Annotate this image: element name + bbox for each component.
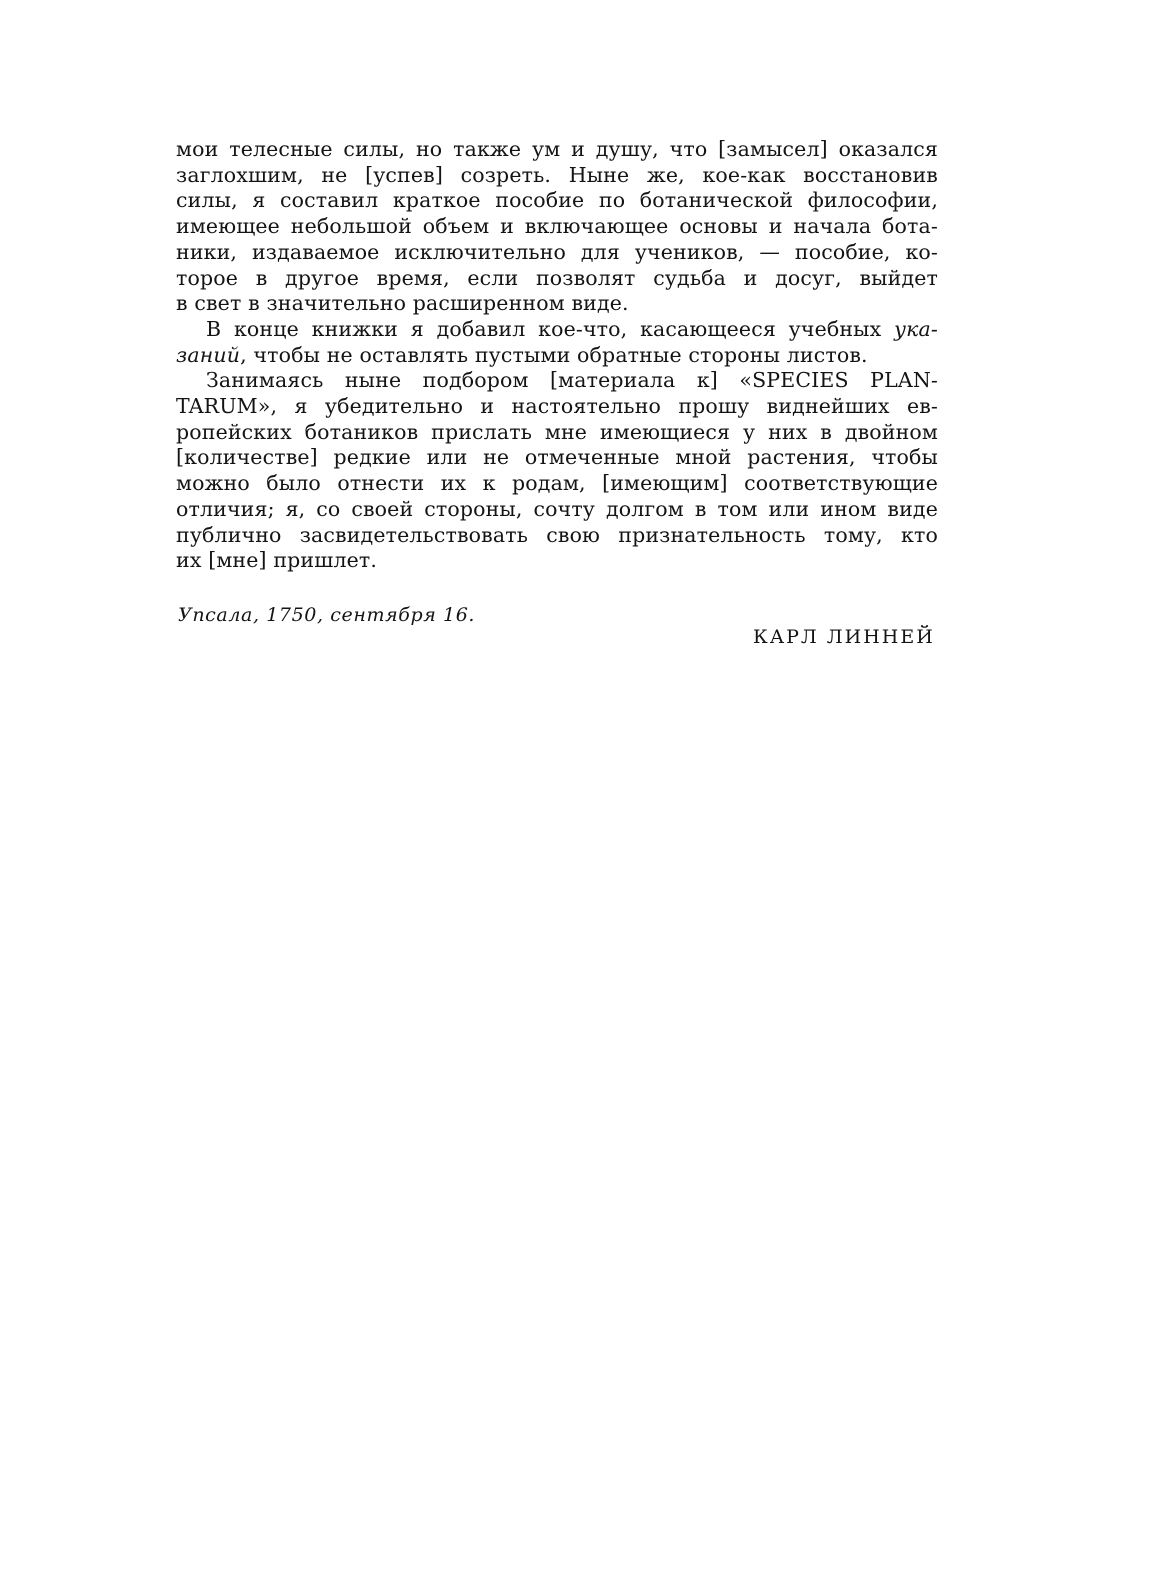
paragraph-1 xyxy=(176,137,938,317)
paragraph-2 xyxy=(176,317,938,368)
text-line: их [мне] пришлет. xyxy=(176,548,378,573)
text-line: мои телесные силы, но также ум и душу, что [замысел] оказался xyxy=(176,137,938,161)
text-line: ропейских ботаников прислать мне имеющиеся у них в двойном xyxy=(176,419,938,444)
text-line: Занимаясь ныне подбором [материала к] «SPECIES PLAN- xyxy=(206,368,938,393)
text-line: ники, издаваемое исключительно для учеников, — пособие, ко- xyxy=(176,239,938,264)
text-line: заглохшим, не [успев] созреть. Ныне же, кое-как восстановив xyxy=(176,162,938,187)
italic-text-run: заний xyxy=(176,342,241,367)
letter-body xyxy=(176,137,938,574)
place-and-date: Упсала, 1750, сентября 16. xyxy=(178,604,476,626)
text-line: имеющее небольшой объем и включающее основы и начала бота- xyxy=(176,214,938,239)
text-line: TARUM», я убедительно и настоятельно прошу виднейших ев- xyxy=(176,394,938,419)
italic-text-run: ука- xyxy=(894,316,938,341)
text-line xyxy=(176,317,938,343)
text-line: силы, я составил краткое пособие по ботанической философии, xyxy=(176,188,938,213)
text-line: торое в другое время, если позволят судьба и досуг, выйдет xyxy=(176,265,938,290)
text-run: В конце книжки я добавил кое-что, касающееся учебных xyxy=(206,316,895,341)
paragraph-3 xyxy=(176,368,938,574)
text-line: отличия; я, со своей стороны, сочту долгом в том или ином виде xyxy=(176,496,938,521)
text-line xyxy=(176,343,938,369)
text-line: в свет в значительно расширенном виде. xyxy=(176,291,629,316)
text-line: можно было отнести их к родам, [имеющим] соответствующие xyxy=(176,471,938,496)
text-line: [количестве] редкие или не отмеченные мной растения, чтобы xyxy=(176,445,938,470)
text-run: , чтобы не оставлять пустыми обратные стороны листов. xyxy=(240,342,868,367)
author-signature: КАРЛ ЛИННЕЙ xyxy=(753,626,935,648)
text-line: публично засвидетельствовать свою признательность тому, кто xyxy=(176,522,938,547)
